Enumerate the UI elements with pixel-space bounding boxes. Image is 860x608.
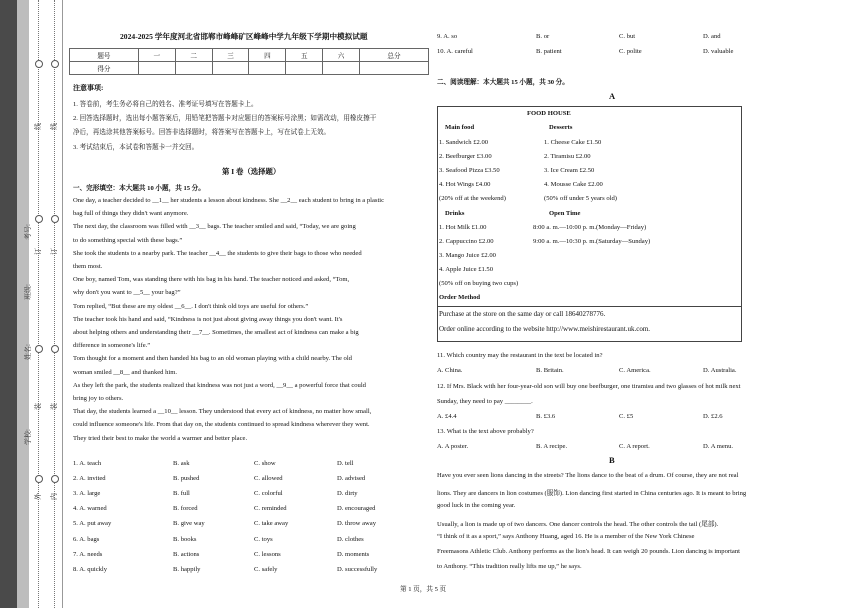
desserts-label: Desserts bbox=[549, 124, 573, 131]
option-choice: C. £5 bbox=[619, 412, 634, 420]
note-item: 2. 回答选择题时，选出每小题答案后，用铅笔把答题卡对应题目的答案标号涂黑；如需改动，用橡皮擦干 bbox=[73, 115, 377, 122]
menu-item: 1. Sandwich £2.00 bbox=[439, 139, 489, 146]
menu-item: 1. Cheese Cake £1.50 bbox=[544, 139, 602, 146]
menu-item: 4. Mousse Cake £2.00 bbox=[544, 181, 603, 188]
option-choice: B. A recipe. bbox=[536, 443, 568, 450]
option-choice: D. advised bbox=[337, 475, 366, 483]
binding-circle bbox=[35, 215, 43, 223]
drink-item: 4. Apple Juice £1.50 bbox=[439, 266, 494, 273]
passage-a-letter: A bbox=[609, 91, 616, 101]
option-choice: C. polite bbox=[619, 48, 642, 55]
option-choice: D. A menu. bbox=[703, 443, 734, 450]
option-choice: B. books bbox=[173, 535, 197, 543]
passage-line: As they left the park, the students realized that kindness was not just a word, __9__ a powerful force that could bbox=[73, 381, 366, 389]
option-choice: B. actions bbox=[173, 550, 200, 558]
score-header-cell: 六 bbox=[323, 49, 360, 62]
drink-item: (50% off on buying two cups) bbox=[439, 280, 519, 287]
score-cell bbox=[138, 62, 175, 75]
option-choice: C. safely bbox=[254, 565, 278, 573]
passage-line: They tried their best to make the world a warmer and better place. bbox=[73, 434, 248, 442]
option-choice: C. show bbox=[254, 460, 276, 467]
field-exam-no: 考号: bbox=[24, 224, 32, 240]
binding-circle bbox=[51, 60, 59, 68]
note-item: 1. 答卷前，考生务必将自己的姓名、准考证号填写在答题卡上。 bbox=[73, 101, 258, 108]
binding-label-zhuang: 装 bbox=[34, 403, 42, 410]
binding-strip-gray bbox=[17, 0, 29, 608]
passage-line: woman smiled __8__ and thanked him. bbox=[73, 368, 178, 376]
option-choice: C. lessons bbox=[254, 550, 281, 558]
option-choice: D. £2.6 bbox=[703, 412, 723, 420]
option-choice: A. China. bbox=[437, 367, 463, 374]
option-choice: C. colorful bbox=[254, 490, 283, 498]
score-table-score-row bbox=[70, 62, 429, 75]
binding-label-wai: 外 bbox=[34, 493, 42, 500]
option-choice: D. clothes bbox=[337, 535, 364, 543]
field-class: 班级: bbox=[24, 284, 32, 300]
passage-line: them most. bbox=[73, 263, 103, 270]
passage-line: The teacher took his hand and said, “Kindness is not just about giving away things you don't want. It's bbox=[73, 315, 343, 323]
question-text: 12. If Mrs. Black with her four-year-old son will buy one beefburger, one tiramisu and two glasses of hot milk next bbox=[437, 382, 741, 390]
order-line: Purchase at the store on the same day or call 18640278776. bbox=[439, 310, 606, 318]
open-time-label: Open Time bbox=[549, 210, 581, 217]
note-item: 3. 考试结束后，本试卷和答题卡一并交回。 bbox=[73, 144, 199, 151]
score-header-cell: 总分 bbox=[360, 49, 429, 62]
field-name: 姓名: bbox=[24, 344, 32, 360]
order-divider bbox=[438, 306, 741, 307]
option-choice: D. tell bbox=[337, 460, 354, 467]
option-choice: A. A poster. bbox=[437, 443, 469, 450]
main-food-label: Main food bbox=[445, 124, 475, 131]
option-choice: D. Australia. bbox=[703, 367, 737, 374]
menu-item: 2. Tiramisu £2.00 bbox=[544, 153, 591, 160]
menu-item: 3. Seafood Pizza £3.50 bbox=[439, 167, 500, 174]
drink-item: 1. Hot Milk £1.00 bbox=[439, 224, 487, 231]
binding-circle bbox=[51, 215, 59, 223]
score-cell bbox=[212, 62, 249, 75]
menu-item: (50% off under 5 years old) bbox=[544, 195, 617, 202]
option-choice: B. full bbox=[173, 490, 190, 498]
menu-box bbox=[437, 106, 742, 342]
score-header-cell: 题号 bbox=[70, 49, 139, 62]
menu-item: 2. Beefburger £3.00 bbox=[439, 153, 492, 160]
passage-line: Tom thought for a moment and then handed his bag to an old woman playing with a child nearby. The old bbox=[73, 355, 352, 363]
binding-circle bbox=[51, 345, 59, 353]
order-method-label: Order Method bbox=[439, 294, 481, 301]
option-choice: 8. A. quickly bbox=[73, 565, 108, 573]
passage-line: bag full of things they didn't want anymore. bbox=[73, 210, 189, 218]
menu-item: 3. Ice Cream £2.50 bbox=[544, 167, 595, 174]
passage-line: difference in someone's life.” bbox=[73, 342, 151, 350]
score-row-label: 得分 bbox=[70, 62, 139, 75]
option-choice: A. £4.4 bbox=[437, 412, 457, 420]
notes-heading: 注意事项: bbox=[73, 84, 104, 92]
binding-label-ding: 订 bbox=[34, 248, 42, 255]
passage-line: One day, a teacher decided to __1__ her students a lesson about kindness. She __2__ each student to bring in a plastic bbox=[73, 197, 385, 204]
field-school: 学校: bbox=[24, 429, 32, 445]
section1-title: 第 I 卷（选择题） bbox=[222, 167, 281, 176]
binding-circle bbox=[35, 60, 43, 68]
order-line: Order online according to the website http://www.meishirestaurant.uk.com. bbox=[439, 325, 651, 333]
score-cell bbox=[323, 62, 360, 75]
score-header-cell: 五 bbox=[286, 49, 323, 62]
option-choice: C. America. bbox=[619, 367, 651, 374]
score-cell bbox=[360, 62, 429, 75]
option-choice: D. successfully bbox=[337, 565, 378, 573]
question-text: 11. Which country may the restaurant in the text be located in? bbox=[437, 352, 603, 359]
passage-line: Tom replied, “But these are my oldest __6__. I don't think old toys are useful for others.” bbox=[73, 302, 309, 310]
passage-line: The next day, the classroom was filled with __3__ bags. The teacher smiled and said, “Today, we are going bbox=[73, 223, 356, 231]
option-choice: D. and bbox=[703, 33, 721, 40]
menu-title: FOOD HOUSE bbox=[527, 110, 571, 117]
score-header-cell: 四 bbox=[249, 49, 286, 62]
option-choice: B. or bbox=[536, 33, 550, 40]
passage-line: That day, the students learned a __10__ lesson. They understood that every act of kindness, no matter how small, bbox=[73, 408, 372, 416]
option-choice: C. A report. bbox=[619, 443, 650, 450]
binding-strip-dark bbox=[0, 0, 17, 608]
score-cell bbox=[175, 62, 212, 75]
passage-line: Have you ever seen lions dancing in the streets? The lions dance to the beat of a drum. Of course, they are not real bbox=[437, 472, 739, 479]
option-choice: C. reminded bbox=[254, 505, 287, 513]
page-footer: 第 1 页，共 5 页 bbox=[400, 586, 447, 593]
passage-line: to do something special with these bags.” bbox=[73, 236, 183, 244]
dotted-cut-line-outer bbox=[38, 0, 39, 608]
passage-line: One boy, named Tom, was standing there with his bag in his hand. The teacher noticed and asked, “Tom, bbox=[73, 276, 350, 284]
passage-line: to Anthony. “This tradition really lifts me up,” he says. bbox=[437, 563, 582, 571]
binding-label-zhuang-inner: 装 bbox=[50, 403, 58, 410]
score-table bbox=[69, 48, 429, 75]
option-choice: B. ask bbox=[173, 460, 190, 467]
option-choice: D. encouraged bbox=[337, 505, 376, 513]
drinks-label: Drinks bbox=[445, 210, 465, 217]
binding-label-xian: 线 bbox=[34, 123, 42, 130]
option-choice: C. allowed bbox=[254, 475, 283, 483]
option-choice: B. give way bbox=[173, 520, 205, 528]
open-time-item: 8:00 a. m.—10:00 p. m.(Monday—Friday) bbox=[533, 224, 647, 231]
score-header-cell: 一 bbox=[138, 49, 175, 62]
drink-item: 2. Cappuccino £2.00 bbox=[439, 238, 494, 245]
question-text: Sunday, they need to pay ________. bbox=[437, 397, 533, 405]
passage-line: bring joy to others. bbox=[73, 395, 124, 402]
part2-heading: 二、阅读理解：本大题共 15 小题，共 30 分。 bbox=[437, 79, 569, 86]
option-choice: B. patient bbox=[536, 48, 562, 55]
option-choice: 3. A. large bbox=[73, 490, 101, 498]
option-choice: D. dirty bbox=[337, 490, 358, 498]
score-cell bbox=[286, 62, 323, 75]
passage-line: about helping others and understanding their __7__. Sometimes, the smallest act of kindness can make a big bbox=[73, 329, 359, 336]
passage-line: Usually, a lion is made up of two dancers. One dancer controls the head. The other controls the tail (尾部). bbox=[437, 520, 719, 528]
passage-line: She took the students to a nearby park. The teacher __4__ the students to give their bags to those who needed bbox=[73, 249, 362, 257]
option-choice: C. but bbox=[619, 33, 636, 40]
option-choice: 7. A. needs bbox=[73, 550, 103, 558]
question-text: 13. What is the text above probably? bbox=[437, 428, 534, 435]
page-left-border bbox=[62, 0, 63, 608]
passage-line: “I think of it as a sport,” says Anthony Huang, aged 16. He is a member of the New York Chinese bbox=[437, 532, 695, 540]
binding-label-nei: 内 bbox=[50, 493, 58, 500]
exam-title: 2024-2025 学年度河北省邯郸市峰峰矿区峰峰中学九年级下学期中模拟试题 bbox=[120, 32, 368, 41]
passage-line: Freemasons Athletic Club. Anthony performs as the lion's head. It can weigh 20 pounds. Lion dancing is important bbox=[437, 548, 740, 555]
note-item: 净后，再选涂其他答案标号。回答非选择题时，将答案写在答题卡上，写在试卷上无效。 bbox=[73, 129, 331, 136]
score-cell bbox=[249, 62, 286, 75]
option-choice: C. toys bbox=[254, 535, 273, 543]
option-choice: 6. A. bags bbox=[73, 535, 100, 543]
option-choice: 1. A. teach bbox=[73, 460, 102, 467]
option-choice: 2. A. invited bbox=[73, 475, 106, 483]
binding-label-ding-inner: 订 bbox=[50, 248, 58, 255]
open-time-item: 9:00 a. m.—10:30 p. m.(Saturday—Sunday) bbox=[533, 238, 651, 245]
dotted-cut-line-inner bbox=[54, 0, 55, 608]
option-choice: 4. A. warned bbox=[73, 505, 107, 513]
score-header-cell: 三 bbox=[212, 49, 249, 62]
binding-circle bbox=[51, 475, 59, 483]
part1-heading: 一、完形填空：本大题共 10 小题，共 15 分。 bbox=[73, 185, 205, 192]
passage-b-letter: B bbox=[609, 455, 615, 465]
option-choice: 5. A. put away bbox=[73, 520, 112, 528]
passage-line: could influence someone's life. From that day on, the students continued to spread kindness wherever they went. bbox=[73, 421, 370, 429]
binding-circle bbox=[35, 475, 43, 483]
menu-item: 4. Hot Wings £4.00 bbox=[439, 181, 491, 188]
option-choice: C. take away bbox=[254, 520, 289, 528]
option-choice: B. £3.6 bbox=[536, 412, 556, 420]
passage-line: good luck in the coming year. bbox=[437, 502, 516, 510]
binding-label-xian-inner: 线 bbox=[50, 123, 58, 130]
drink-item: 3. Mango Juice £2.00 bbox=[439, 252, 496, 259]
option-choice: B. pushed bbox=[173, 475, 200, 483]
option-choice: 9. A. so bbox=[437, 33, 458, 40]
option-choice: 10. A. careful bbox=[437, 48, 473, 55]
option-choice: D. throw away bbox=[337, 520, 377, 528]
binding-circle bbox=[35, 345, 43, 353]
score-header-cell: 二 bbox=[175, 49, 212, 62]
passage-line: why don't you want to __5__ your bag?” bbox=[73, 289, 181, 297]
menu-item: (20% off at the weekend) bbox=[439, 195, 506, 202]
option-choice: D. moments bbox=[337, 550, 370, 558]
option-choice: B. forced bbox=[173, 505, 198, 513]
option-choice: D. valuable bbox=[703, 48, 734, 55]
score-table-header-row bbox=[70, 49, 429, 62]
passage-line: lions. They are dancers in lion costumes (服饰). Lion dancing first started in China centuries ago. It is meant to bring bbox=[437, 490, 747, 498]
option-choice: B. happily bbox=[173, 565, 201, 573]
option-choice: B. Britain. bbox=[536, 367, 564, 374]
